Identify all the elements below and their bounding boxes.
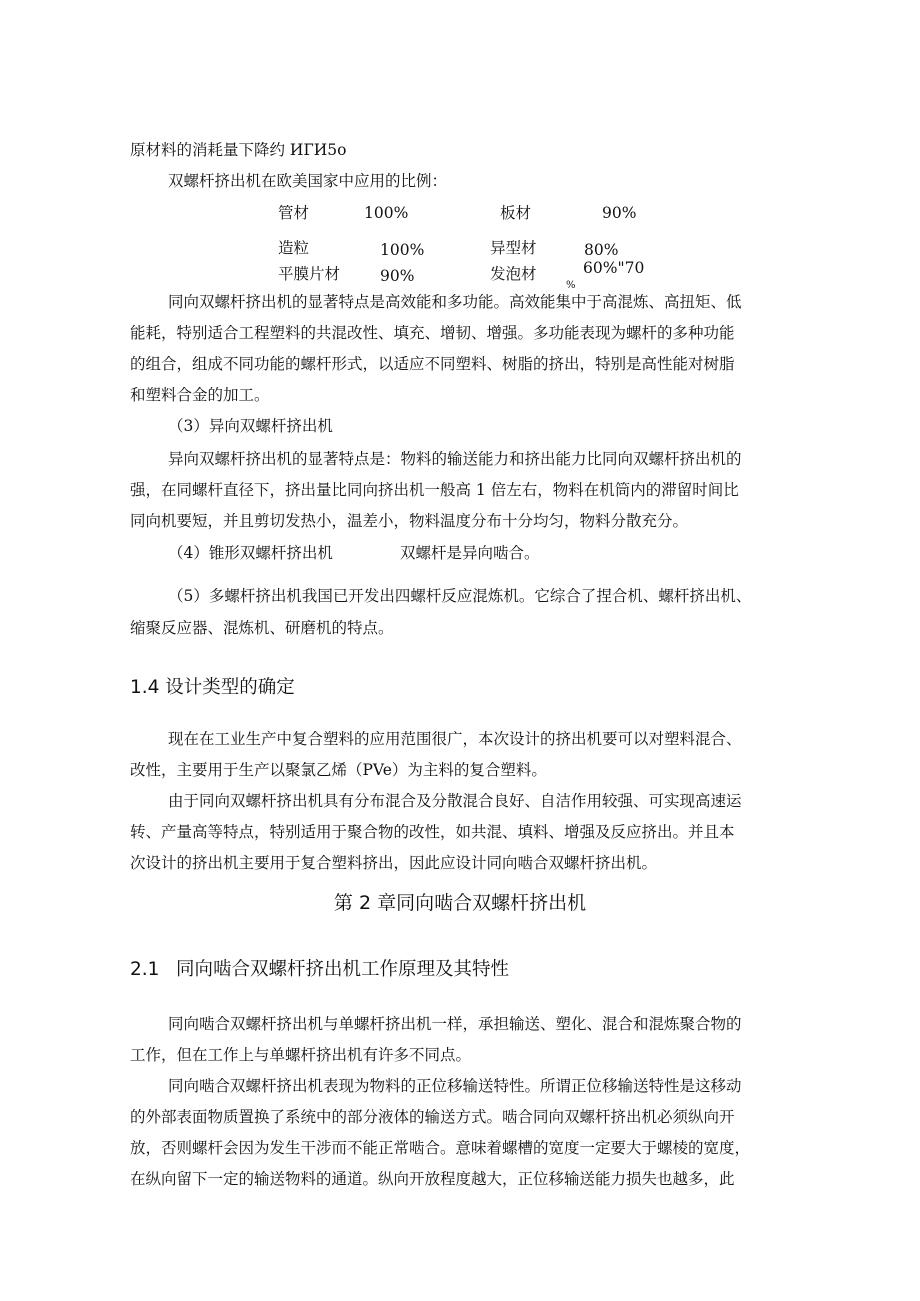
list-item-title: （5）多螺杆挤出机我国已开发出四螺杆反应混炼机。它综合了捏合机、螺杆挤出机、	[168, 587, 752, 605]
text-line: 原材料的消耗量下降约 ИГИ5о	[130, 141, 347, 159]
text-line: 同向啮合双螺杆挤出机与单螺杆挤出机一样，承担输送、塑化、混合和混炼聚合物的	[168, 1015, 742, 1033]
table-cell: 发泡材	[490, 265, 537, 283]
table-cell: 90%	[380, 267, 415, 285]
text-line: 同向啮合双螺杆挤出机表现为物料的正位移输送特性。所谓正位移输送特性是这移动	[168, 1077, 742, 1095]
table-cell: 80%	[584, 241, 619, 259]
text-line: 同向双螺杆挤出机的显著特点是高效能和多功能。高效能集中于高混炼、高扭矩、低	[168, 293, 742, 311]
text-line: 放，否则螺杆会因为发生干涉而不能正常啮合。意味着螺槽的宽度一定要大于螺棱的宽度，	[130, 1139, 751, 1157]
table-cell: 异型材	[490, 239, 537, 257]
text-line: 现在在工业生产中复合塑料的应用范围很广，本次设计的挤出机要可以对塑料混合、	[168, 730, 742, 748]
table-cell: 平膜片材	[278, 265, 341, 283]
text-line: 转、产量高等特点，特别适用于聚合物的改性，如共混、填料、增强及反应挤出。并且本	[130, 823, 735, 841]
text-line: 能耗，特别适合工程塑料的共混改性、填充、增韧、增强。多功能表现为螺杆的多种功能	[130, 324, 735, 342]
table-cell: 管材	[278, 204, 310, 222]
text-line: 强，在同螺杆直径下，挤出量比同向挤出机一般高 1 倍左右，物料在机筒内的滞留时间比	[130, 481, 739, 499]
text-line: 在纵向留下一定的输送物料的通道。纵向开放程度越大，正位移输送能力损失也越多，此	[130, 1170, 735, 1188]
text-line: 双螺杆是异向啮合。	[400, 544, 540, 562]
section-number: 2.1	[130, 959, 160, 980]
list-item-title: （4）锥形双螺杆挤出机	[168, 544, 333, 562]
text-line: 同向机要短，并且剪切发热小，温差小，物料温度分布十分均匀，物料分散充分。	[130, 512, 689, 530]
table-cell: 板材	[500, 204, 532, 222]
list-item-title: （3）异向双螺杆挤出机	[168, 417, 333, 435]
text-line: 的外部表面物质置换了系统中的部分液体的输送方式。啮合同向双螺杆挤出机必须纵向开	[130, 1108, 735, 1126]
table-cell: 100%	[380, 241, 425, 259]
section-heading: 1.4 设计类型的确定	[130, 677, 295, 698]
table-cell: 100%	[364, 204, 409, 222]
section-heading: 同向啮合双螺杆挤出机工作原理及其特性	[176, 959, 510, 980]
text-line: 的组合，组成不同功能的螺杆形式，以适应不同塑料、树脂的挤出，特别是高性能对树脂	[130, 355, 735, 373]
text-line: 和塑料合金的加工。	[130, 386, 270, 404]
text-line: 改性，主要用于生产以聚氯乙烯（PVe）为主料的复合塑料。	[130, 761, 547, 779]
text-line: 缩聚反应器、混炼机、研磨机的特点。	[130, 619, 394, 637]
text-line: 由于同向双螺杆挤出机具有分布混合及分散混合良好、自洁作用较强、可实现高速运	[168, 792, 742, 810]
table-cell: 60%"70	[583, 259, 645, 277]
text-line: 异向双螺杆挤出机的显著特点是：物料的输送能力和挤出能力比同向双螺杆挤出机的	[168, 450, 742, 468]
chapter-title: 第 2 章同向啮合双螺杆挤出机	[333, 892, 587, 914]
table-cell: 90%	[602, 204, 637, 222]
text-line: 双螺杆挤出机在欧美国家中应用的比例：	[168, 172, 448, 190]
text-line: 次设计的挤出机主要用于复合塑料挤出，因此应设计同向啮合双螺杆挤出机。	[130, 854, 658, 872]
text-line: 工作，但在工作上与单螺杆挤出机有许多不同点。	[130, 1046, 472, 1064]
table-cell: 造粒	[278, 239, 310, 257]
table-cell: %	[566, 280, 576, 291]
